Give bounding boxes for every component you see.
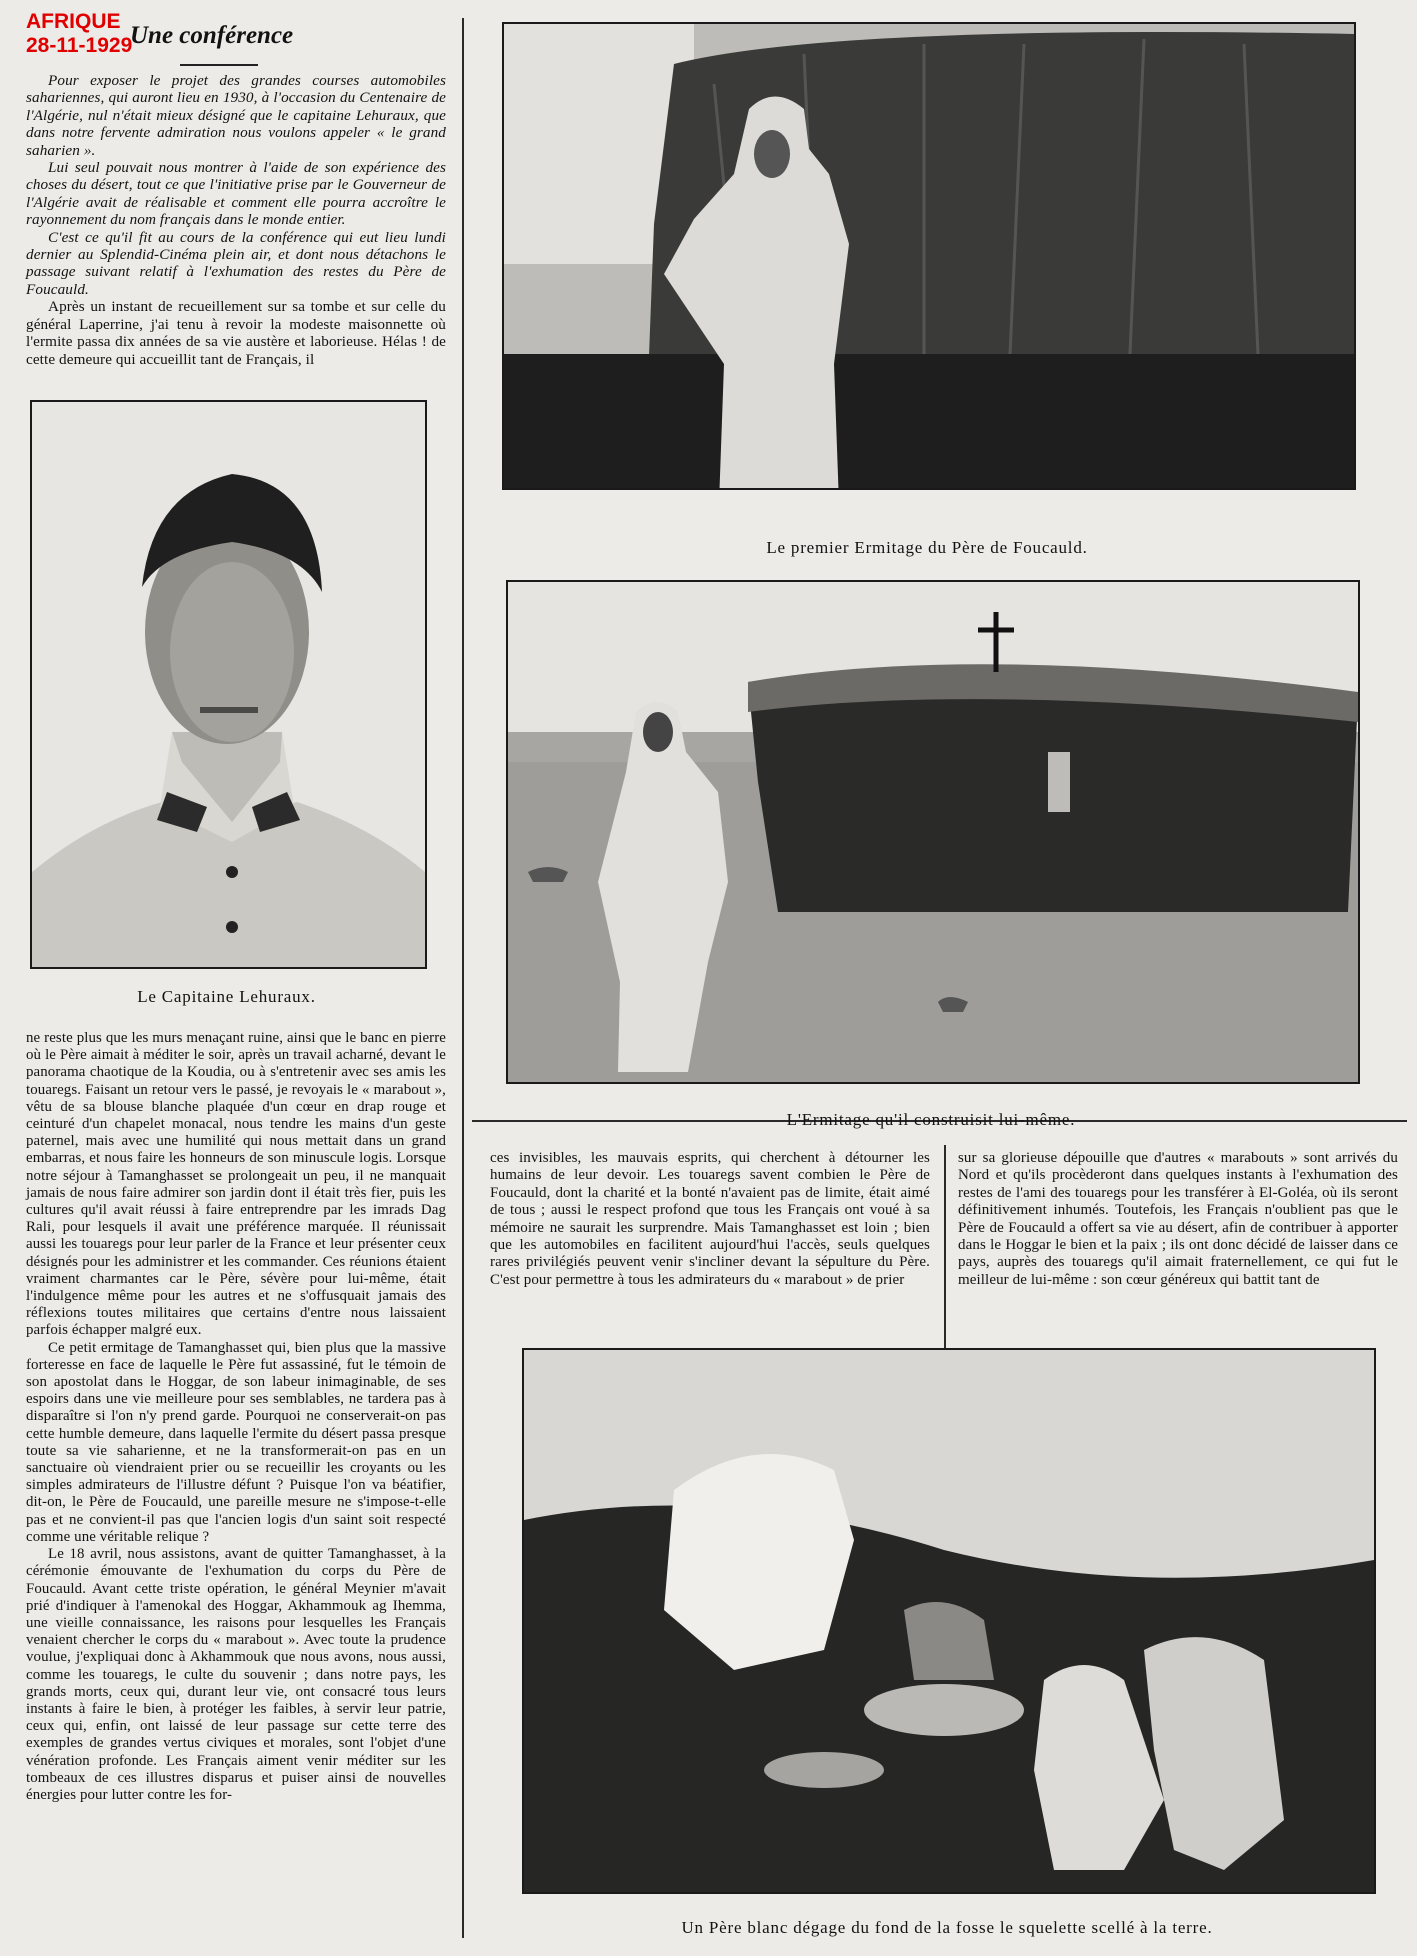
stamp-date: 28-11-1929 — [26, 34, 133, 57]
title-divider — [180, 64, 258, 66]
intro-paragraph: Lui seul pouvait nous montrer à l'aide de son expérience des choses du désert, tout ce que l'initiative prise par le Gouverneur de l'Algérie avait de réalisable et comment elle pourra accroître le rayonnement du nom français dans le monde entier. — [26, 159, 446, 229]
article-title: Une conférence — [130, 22, 294, 49]
stamp-region: AFRIQUE — [26, 10, 121, 33]
body-paragraph: Après un instant de recueillement sur sa tombe et sur celle du général Laperrine, j'ai tenu à revoir la modeste maisonnette où l'ermite passa dix années de sa vie austère et laborieuse. Hélas ! de cette demeure qui accueillit tant de Français, il — [26, 298, 446, 368]
column-rule-main — [462, 18, 464, 1938]
first-hermitage-caption: Le premier Ermitage du Père de Foucauld. — [766, 538, 1088, 557]
built-hermitage-photo — [506, 580, 1360, 1084]
body-paragraph: ces invisibles, les mauvais esprits, qui cherchent à détourner les humains de leur devoir. Les touaregs savent combien le Père de Foucauld, dont la charité et la bonté n'avaient pas de limite, était aimé de tous ; aussi le respect profond que tous les Français ont voué à sa mémoire ne saurait les surprendre. Mais Tamanghasset est loin ; bien que les automobiles en facilitent aujourd'hui l'accès, seuls quelques rares privilégiés peuvent venir s'incliner devant la sépulture du Père. C'est pour permettre à tous les admirateurs du « marabout » de prier — [490, 1150, 930, 1288]
article-body-middle — [490, 1150, 930, 1289]
article-body-left — [26, 1030, 446, 1804]
intro-paragraph: Pour exposer le projet des grandes courses automobiles sahariennes, qui auront lieu en 1930, à l'occasion du Centenaire de l'Algérie, nul n'était mieux désigné que le capitaine Lehuraux, que dans notre fervente admiration nous voulons appeler « le grand saharien ». — [26, 72, 446, 159]
column-rule-bottom — [944, 1145, 946, 1355]
exhumation-photo — [522, 1348, 1376, 1894]
article-body-right — [958, 1150, 1398, 1289]
intro-paragraph: C'est ce qu'il fit au cours de la conférence qui eut lieu lundi dernier au Splendid-Cinéma plein air, et dont nous détachons le passage suivant relatif à l'exhumation des restes du Père de Foucauld. — [26, 228, 446, 298]
portrait-caption: Le Capitaine Lehuraux. — [137, 987, 316, 1006]
archive-stamp — [26, 10, 132, 58]
portrait-photo — [30, 400, 427, 969]
body-paragraph: Ce petit ermitage de Tamanghasset qui, bien plus que la massive forteresse en face de laquelle le Père fut assassiné, fut le témoin de son apostolat dans le Hoggar, de son labeur inimaginable, de ses espoirs dans une vie meilleure pour ses semblables, ne tardera pas à disparaître si l'on n'y prend garde. Pourquoi ne conserverait-on pas cette humble demeure, dans laquelle l'ermite du désert passa presque toute sa vie saharienne, et ne la transformerait-on pas en un sanctuaire où viendraient prier ou se recueillir les croyants ou les simples admirateurs de l'illustre défunt ? Puisque l'on va béatifier, dit-on, le Père de Foucauld, une pareille mesure ne s'impose-t-elle pas et ne convient-il pas que l'ancien logis d'un saint soit respecté comme une véritable relique ? — [26, 1339, 446, 1545]
built-hermitage-caption: L'Ermitage qu'il construisit lui-même. — [786, 1110, 1076, 1129]
first-hermitage-photo — [502, 22, 1356, 490]
article-intro-column — [26, 72, 446, 368]
body-paragraph: ne reste plus que les murs menaçant ruine, ainsi que le banc en pierre où le Père aimait à méditer le soir, après un travail acharné, devant le panorama chaotique de la Koudia, ou à s'entretenir avec ses amis les touaregs. Faisant un retour vers le passé, je revoyais le « marabout », vêtu de sa blouse blanche plaquée d'un cœur en drap rouge et ceinturé d'un chapelet monacal, nous tendre les mains d'un geste paternel, mais avec une humilité qui nous mettait dans un grand embarras, et nous faire les honneurs de son minuscule logis. Lorsque notre séjour à Tamanghasset se prolongeait un peu, il ne manquait jamais de nous faire admirer son jardin dont il était très fier, puis les cultures qu'il avait réussi à faire entreprendre par les imrads Dag Rali, pour lesquels il avait une préférence marquée. Il réunissait aussi les touaregs pour leur parler de la France et leur présenter ceux désignés pour les administrer et les commander. Ces réunions étaient vraiment charmantes car le Père, sévère pour lui-même, était l'indulgence même pour les autres et ne s'offusquait jamais des réflexions toutes militaires que certains d'entre nous laissaient parfois échapper malgré eux. — [26, 1030, 446, 1339]
body-paragraph: sur sa glorieuse dépouille que d'autres « marabouts » sont arrivés du Nord et qu'ils procèderont dans quelques instants à l'exhumation des restes de l'ami des touaregs pour les transférer à El-Goléa, où ils seront définitivement inhumés. Toutefois, les Français n'oublient pas que le Père de Foucauld a offert sa vie au désert, afin de contribuer à apporter dans le Hoggar le bien et la paix ; ils ont donc décidé de laisser dans ce pays, auprès des touaregs qu'il aimait fraternellement, ce qui fut le meilleur de lui-même : son cœur généreux qui battit tant de — [958, 1150, 1398, 1288]
body-paragraph: Le 18 avril, nous assistons, avant de quitter Tamanghasset, à la cérémonie émouvante de l'exhumation du corps du Père de Foucauld. Avant cette triste opération, le général Meynier m'avait prié d'indiquer à l'amenokal des Hoggar, Akhammouk ag Ihemma, une vieille connaissance, les raisons pour lesquelles les Français venaient chercher le corps du « marabout ». Avec toute la prudence voulue, j'expliquai donc à Akhammouk que nous avons, nous aussi, comme les touaregs, le culte du souvenir ; dans notre pays, les grands morts, ceux qui, durant leur vie, ont consacré tous leurs instants à faire le bien, à protéger les faibles, à servir leur patrie, ceux qui, enfin, ont laissé de leur passage sur cette terre des exemples de grandes vertus civiques et morales, sont l'objet d'une vénération profonde. Les Français aiment venir méditer sur les tombeaux de ces illustres disparus et puiser ainsi de nouvelles énergies pour lutter contre les for- — [26, 1546, 446, 1803]
exhumation-caption: Un Père blanc dégage du fond de la fosse le squelette scellé à la terre. — [681, 1918, 1213, 1937]
